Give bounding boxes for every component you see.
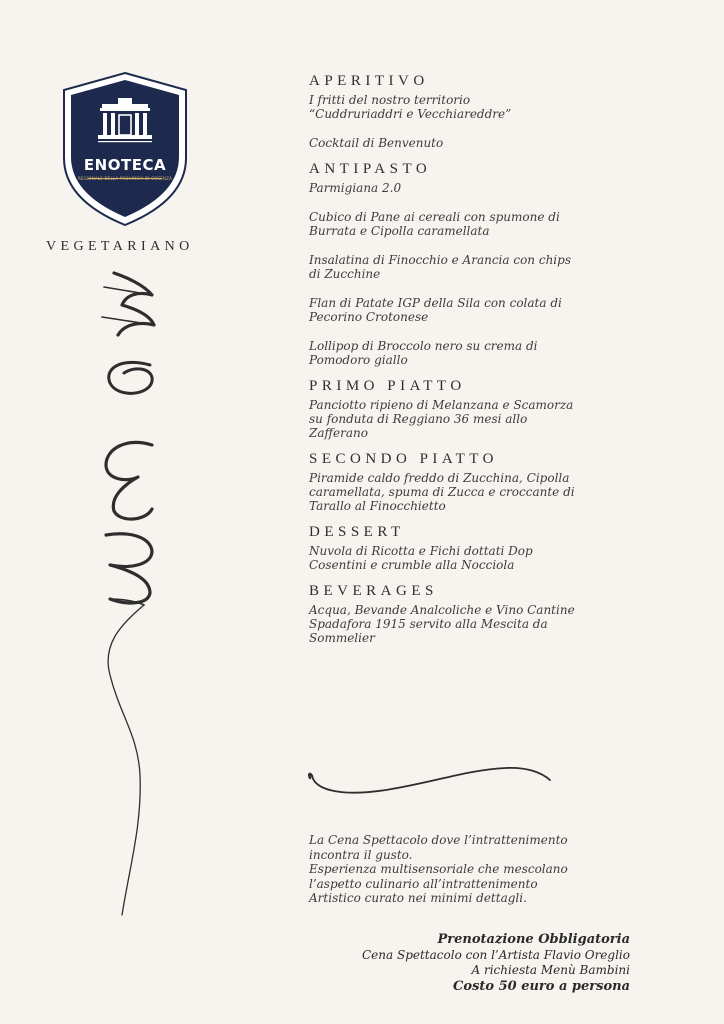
swash-divider-icon: [306, 762, 556, 802]
logo-subtitle: REGIONALE DELLA PROVINCIA DI COSENZA: [77, 176, 173, 181]
artist-note: Cena Spettacolo con l’Artista Flavio Oreglio: [362, 948, 630, 962]
section-title: PRIMO PIATTO: [309, 378, 466, 394]
section-title: APERITIVO: [309, 73, 429, 89]
section-title: ANTIPASTO: [309, 161, 432, 177]
menu-content: [309, 72, 639, 655]
vegetariano-label: VEGETARIANO: [46, 239, 194, 254]
section-aperitivo: [309, 72, 639, 150]
section-dessert: [309, 523, 639, 572]
menu-item: Lollipop di Broccolo nero su crema di Pomodoro giallo: [309, 339, 538, 367]
kids-menu-note: A richiesta Menù Bambini: [471, 963, 630, 977]
menu-item: I fritti del nostro territorio “Cuddruriaddri e Vecchiareddre”: [309, 93, 512, 121]
reservation-note: Prenotazione Obbligatoria: [437, 932, 630, 947]
footer-info: [362, 931, 630, 995]
section-title: DESSERT: [309, 524, 405, 540]
menu-item: Nuvola di Ricotta e Fichi dottati Dop Cosentini e crumble alla Nocciola: [309, 544, 533, 572]
section-secondo: [309, 450, 639, 513]
section-title: BEVERAGES: [309, 583, 438, 599]
section-title: SECONDO PIATTO: [309, 451, 498, 467]
menu-script-icon: [80, 265, 170, 925]
menu-item: Piramide caldo freddo di Zucchina, Cipolla caramellata, spuma di Zucca e croccante di Tarallo al Finocchietto: [309, 471, 575, 513]
tagline-text: La Cena Spettacolo dove l’intrattenimento incontra il gusto. Esperienza multisensoriale che mescolano l’aspetto culinario all’intrattenimento Artistico curato nei minimi dettagli.: [309, 833, 568, 905]
menu-item: Cubico di Pane ai cereali con spumone di Burrata e Cipolla caramellata: [309, 210, 560, 238]
shield-icon: [58, 70, 192, 228]
menu-item: Parmigiana 2.0: [309, 181, 402, 195]
section-antipasto: [309, 160, 639, 367]
section-beverages: [309, 582, 639, 645]
menu-item: Insalatina di Finocchio e Arancia con chips di Zucchine: [309, 253, 571, 281]
menu-item: Acqua, Bevande Analcoliche e Vino Cantine Spadafora 1915 servito alla Mescita da Sommelier: [309, 603, 575, 645]
menu-item: Panciotto ripieno di Melanzana e Scamorza su fonduta di Reggiano 36 mesi allo Zafferano: [309, 398, 574, 440]
enoteca-logo: [58, 70, 192, 228]
menu-item: Cocktail di Benvenuto: [309, 136, 444, 150]
price-note: Costo 50 euro a persona: [453, 979, 630, 994]
section-primo: [309, 377, 639, 440]
logo-title: ENOTECA: [83, 156, 167, 174]
menu-item: Flan di Patate IGP della Sila con colata di Pecorino Crotonese: [309, 296, 562, 324]
